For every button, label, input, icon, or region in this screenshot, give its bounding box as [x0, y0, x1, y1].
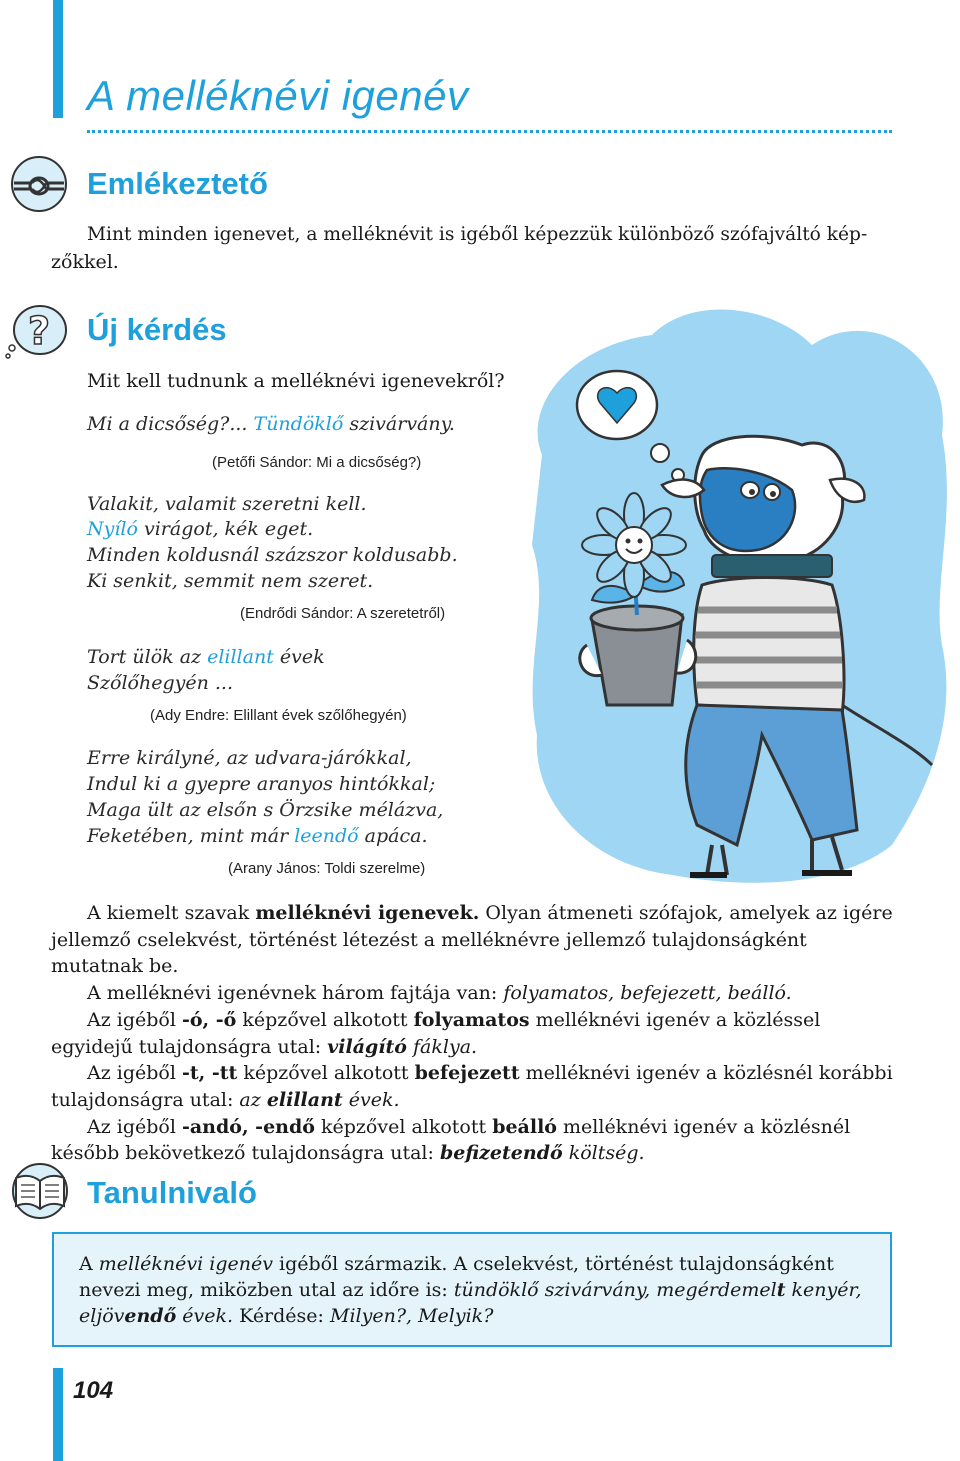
quote-2-citation: (Endrődi Sándor: A szeretetről)	[240, 605, 446, 622]
quote-3-line-1: Tort ülök az elillant évek	[87, 646, 325, 668]
title-dotted-divider	[87, 130, 892, 133]
explanation	[51, 900, 893, 1167]
quote-4-line-2: Indul ki a gyepre aranyos hintókkal;	[87, 773, 436, 795]
quote-2-line-4: Ki senkit, semmit nem szeret.	[87, 570, 374, 592]
page-number-accent-bar	[53, 1368, 63, 1461]
page-number: 104	[73, 1377, 114, 1404]
explanation-paragraph-1: A kiemelt szavak melléknévi igenevek. Olyan átmeneti szófajok, amelyek az igére jellemző cselekvést, történést létezést a melléknévre jellemző tulajdonságként mutatnak be.	[51, 902, 893, 978]
explanation-paragraph-2: A melléknévi igenévnek három fajtája van: folyamatos, befejezett, beálló.	[87, 982, 792, 1005]
quote-1-line-1: Mi a dicsőség?... Tündöklő szivárvány.	[87, 413, 455, 435]
explanation-paragraph-4: Az igéből -t, -tt képzővel alkotott befejezett melléknévi igenév a közlésnél korábbi tulajdonságra utal: az elillant évek.	[51, 1062, 893, 1111]
quote-4-citation: (Arany János: Toldi szerelme)	[228, 860, 426, 877]
study-box: A melléknévi igenév igéből származik. A cselekvést, történést tulajdonságként nevezi meg, miközben utal az időre is: tündöklő szivárvány, megérdemelt kenyér, eljövendő évek. Kérdése: Milyen?, Melyik?	[52, 1232, 892, 1347]
quote-3-citation: (Ady Endre: Elillant évek szőlőhegyén)	[150, 707, 407, 724]
section-title-reminder: Emlékeztető	[87, 166, 268, 201]
lamb-with-flower-illustration	[512, 285, 957, 890]
quote-4-line-1: Erre királyné, az udvara-járókkal,	[87, 747, 412, 769]
quote-4-line-4: Feketében, mint már leendő apáca.	[87, 825, 428, 847]
quote-4-line-3: Maga ült az elsőn s Örzsike mélázva,	[87, 799, 444, 821]
book-icon	[8, 1162, 72, 1220]
quote-3-line-2: Szőlőhegyén ...	[87, 672, 233, 694]
quote-2-line-2: Nyíló virágot, kék eget.	[87, 518, 314, 540]
quote-1-citation: (Petőfi Sándor: Mi a dicsőség?)	[212, 454, 422, 471]
explanation-paragraph-3: Az igéből -ó, -ő képzővel alkotott folyamatos melléknévi igenév a közléssel egyidejű tulajdonságra utal: világító fáklya.	[51, 1008, 821, 1058]
new-question-text: Mit kell tudnunk a melléknévi igenevekről?	[87, 370, 505, 392]
svg-text:?: ?	[28, 309, 51, 353]
question-mark-icon	[4, 302, 72, 360]
quote-2-line-3: Minden koldusnál százszor koldusabb.	[87, 544, 458, 566]
explanation-paragraph-5: Az igéből -andó, -endő képzővel alkotott beálló melléknévi igenév a közlésnél később bekövetkező tulajdonságra utal: befizetendő költség.	[51, 1115, 851, 1165]
reminder-text-line2: zőkkel.	[51, 251, 119, 273]
section-title-study: Tanulnivaló	[87, 1175, 257, 1210]
knot-icon	[10, 155, 68, 213]
page-title: A melléknévi igenév	[87, 72, 469, 119]
title-accent-bar	[53, 0, 63, 118]
section-title-new-question: Új kérdés	[87, 312, 227, 347]
quote-2-line-1: Valakit, valamit szeretni kell.	[87, 493, 367, 515]
reminder-text-line1: Mint minden igenevet, a melléknévit is igéből képezzük különböző szófajváltó kép-	[87, 224, 868, 245]
